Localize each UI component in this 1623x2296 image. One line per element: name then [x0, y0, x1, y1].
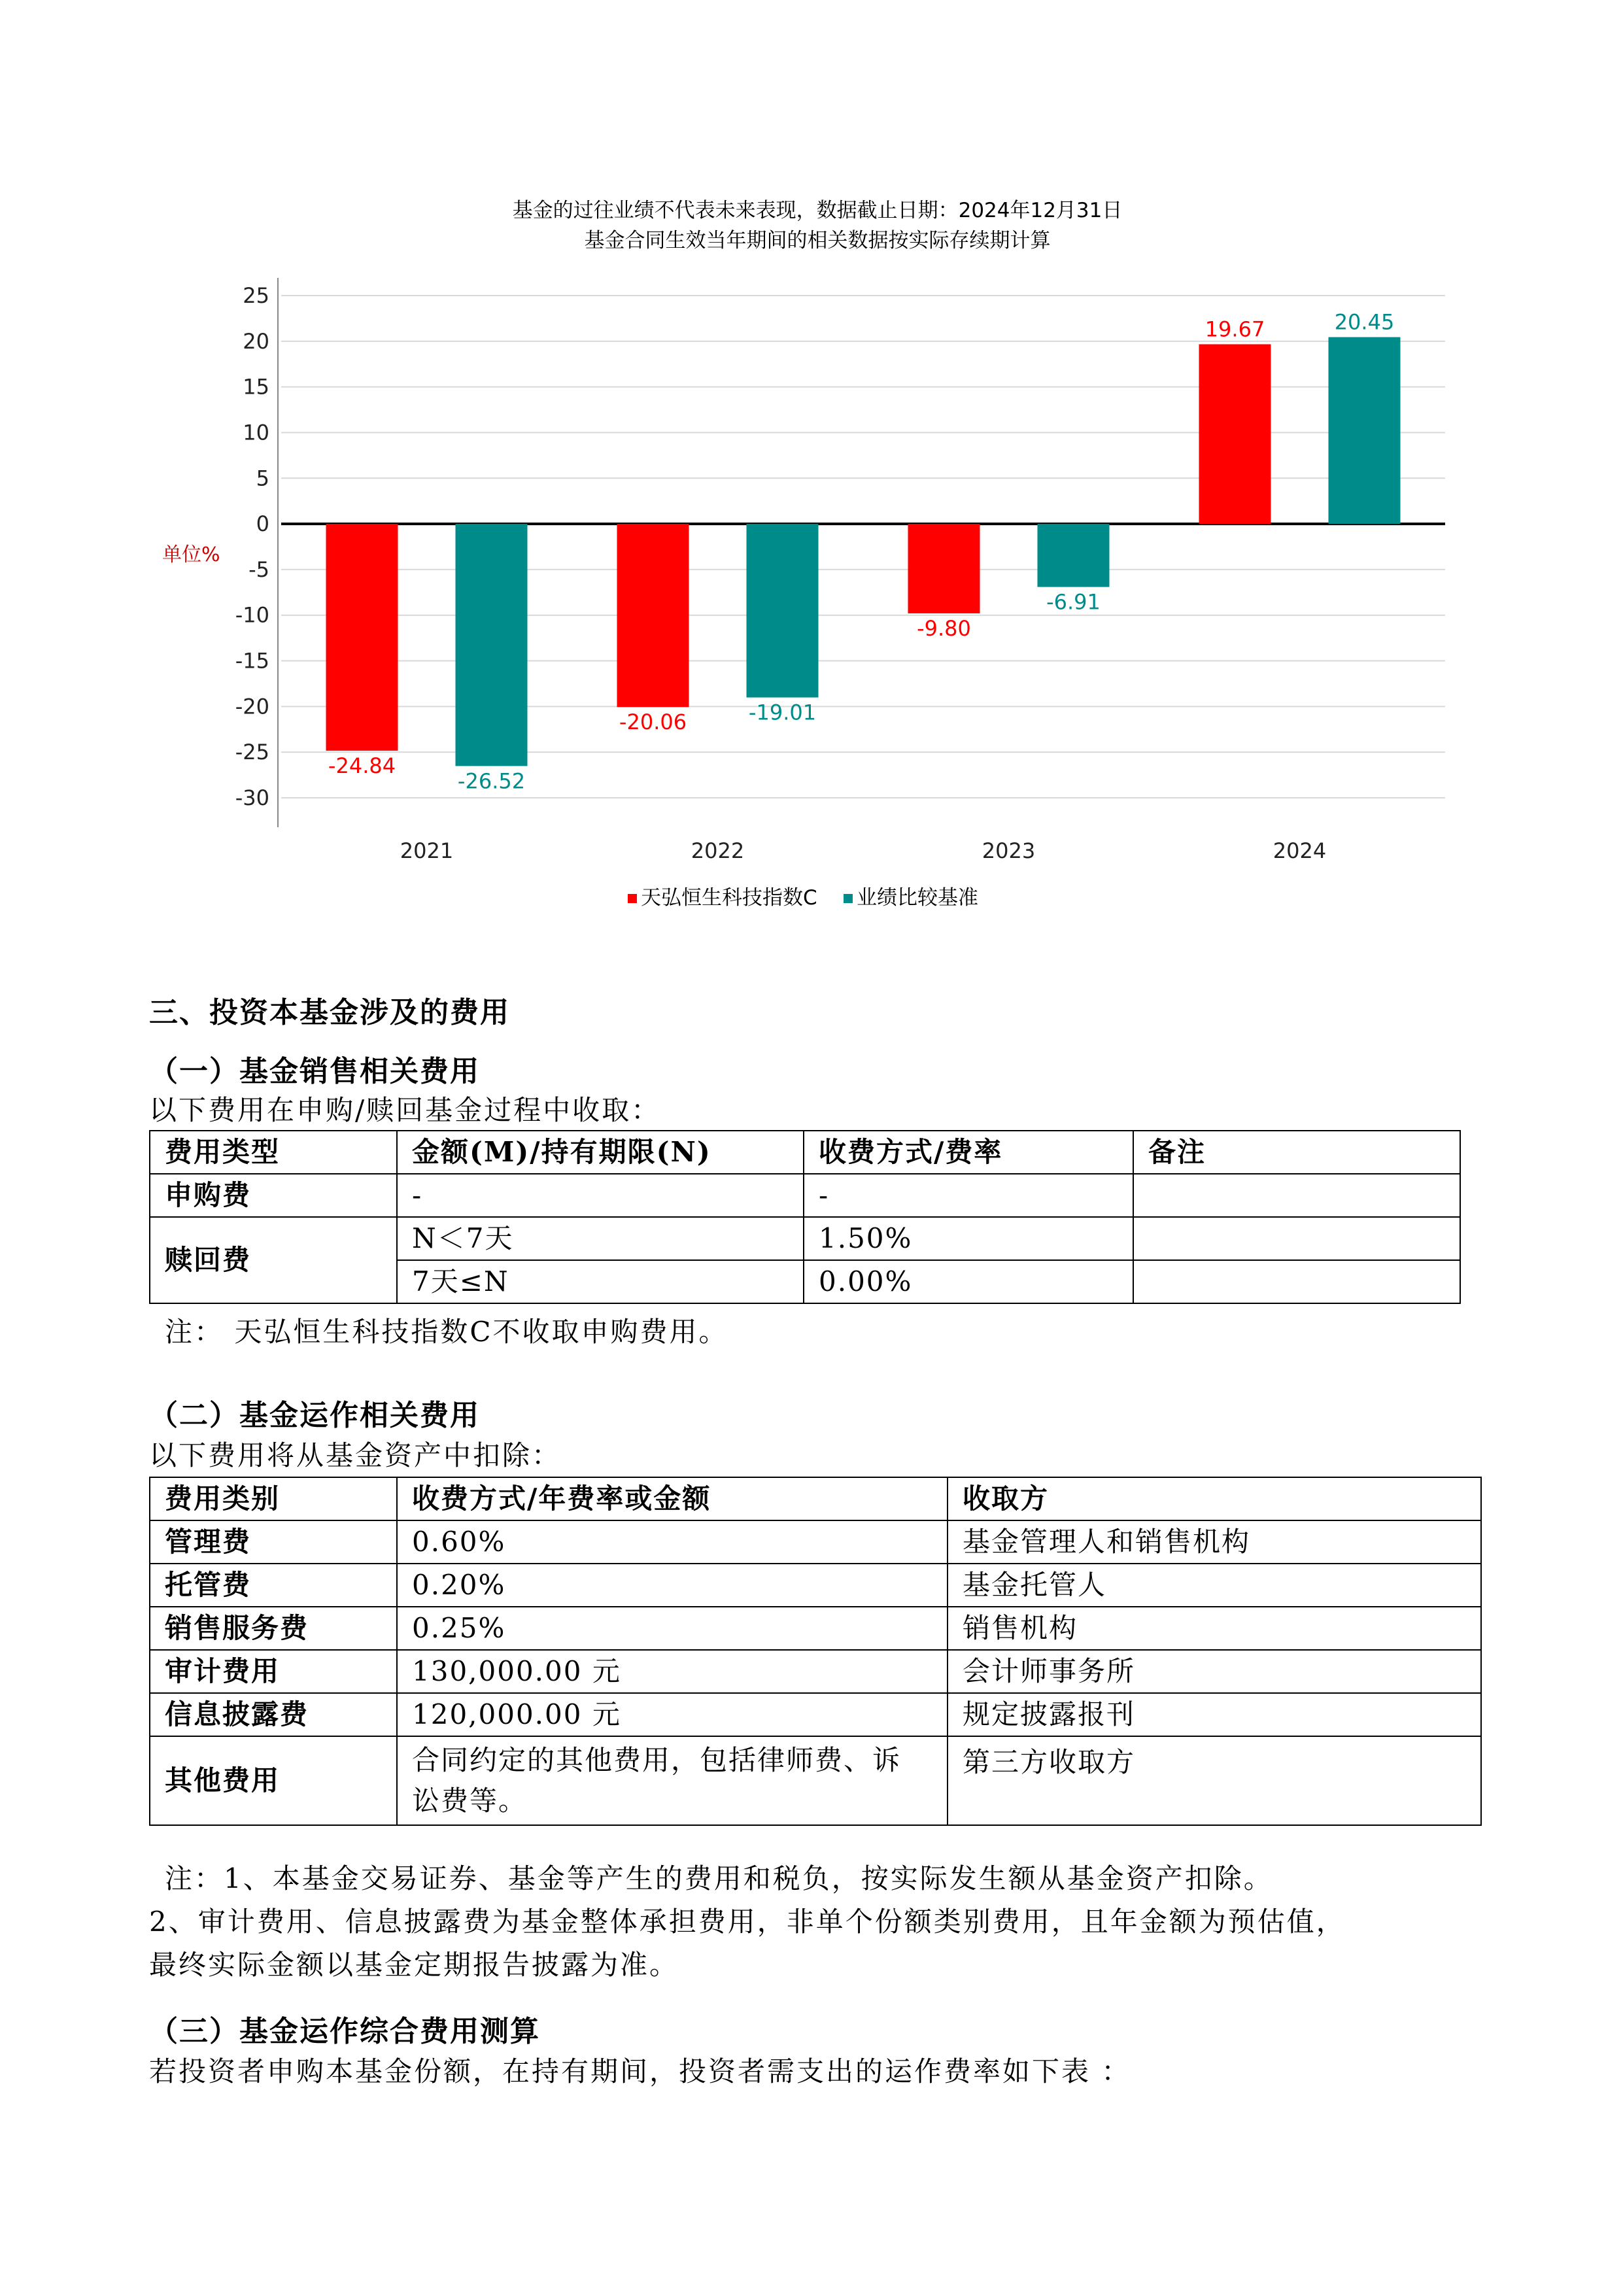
table-header-row [150, 1477, 1481, 1520]
table-row [150, 1564, 1481, 1607]
x-tick-label: 2024 [1273, 838, 1327, 863]
legend-label-benchmark: 业绩比较基准 [857, 886, 978, 910]
section-title-fees: 三、投资本基金涉及的费用 [149, 996, 510, 1029]
cost-estimate-intro: 若投资者申购本基金份额，在持有期间，投资者需支出的运作费率如下表 ： [149, 2055, 1131, 2087]
redemption-period: N＜7天 [397, 1217, 804, 1260]
legend-swatch-fund [628, 894, 637, 903]
table-row [150, 1736, 1481, 1825]
y-tick-label: 5 [256, 466, 269, 491]
fee-category: 信息披露费 [150, 1693, 397, 1736]
sales-fees-intro: 以下费用在申购/赎回基金过程中收取： [149, 1094, 661, 1126]
redemption-rate: 0.00% [804, 1260, 1133, 1303]
fee-rate: 120,000.00 元 [397, 1693, 948, 1736]
table-row [150, 1520, 1481, 1564]
performance-chart [0, 0, 1623, 929]
fee-category: 审计费用 [150, 1650, 397, 1693]
redemption-period: 7天≤N [397, 1260, 804, 1303]
fee-category: 其他费用 [150, 1736, 397, 1825]
bar [1038, 524, 1110, 587]
x-tick-label: 2021 [400, 838, 454, 863]
y-axis-label: 单位% [162, 543, 220, 566]
fee-rate: 0.25% [397, 1607, 948, 1650]
subscription-rate: - [804, 1174, 1133, 1217]
y-tick-label: -10 [235, 602, 269, 628]
fee-payee: 第三方收取方 [948, 1736, 1481, 1825]
table-header-row [150, 1131, 1460, 1174]
legend-label-fund: 天弘恒生科技指数C [641, 886, 817, 910]
sales-fees-note: 注： 天弘恒生科技指数C不收取申购费用。 [165, 1316, 728, 1348]
header-rate: 收费方式/费率 [804, 1131, 1133, 1174]
subscription-amount: - [397, 1174, 804, 1217]
legend-swatch-benchmark [844, 894, 853, 903]
fee-category: 销售服务费 [150, 1607, 397, 1650]
y-tick-label: -5 [248, 557, 269, 582]
sales-fee-table [149, 1130, 1461, 1304]
bar [747, 524, 819, 697]
y-tick-label: -20 [235, 694, 269, 719]
fee-rate: 130,000.00 元 [397, 1650, 948, 1693]
table-row [150, 1217, 1460, 1260]
fee-payee: 基金管理人和销售机构 [948, 1520, 1481, 1564]
redemption-remark [1133, 1260, 1460, 1303]
data-label: -6.91 [1046, 589, 1101, 615]
fee-payee: 基金托管人 [948, 1564, 1481, 1607]
fee-rate: 0.60% [397, 1520, 948, 1564]
fee-category: 托管费 [150, 1564, 397, 1607]
table-row [150, 1607, 1481, 1650]
subsection-title-sales-fees: （一）基金销售相关费用 [149, 1055, 480, 1088]
operation-fees-intro: 以下费用将从基金资产中扣除： [149, 1439, 562, 1471]
data-label: -20.06 [619, 710, 687, 735]
subscription-fee-label: 申购费 [150, 1174, 397, 1217]
fee-payee: 销售机构 [948, 1607, 1481, 1650]
chart-title-line1: 基金的过往业绩不代表未来表现，数据截止日期：2024年12月31日 [512, 199, 1123, 222]
operation-fee-table [149, 1477, 1482, 1826]
data-label: -24.84 [328, 753, 396, 778]
data-label: 19.67 [1204, 317, 1265, 342]
operation-fees-note2-line1: 2、审计费用、信息披露费为基金整体承担费用，非单个份额类别费用，且年金额为预估值， [149, 1906, 1346, 1938]
fee-rate: 合同约定的其他费用，包括律师费、诉讼费等。 [397, 1736, 948, 1825]
chart-title-line2: 基金合同生效当年期间的相关数据按实际存续期计算 [584, 229, 1051, 252]
y-tick-label: 20 [243, 328, 269, 354]
bar [1199, 344, 1271, 524]
header-payee: 收取方 [948, 1477, 1481, 1520]
header-fee-category: 费用类别 [150, 1477, 397, 1520]
y-tick-label: 25 [243, 283, 269, 308]
data-label: -9.80 [917, 615, 971, 641]
header-amount-period: 金额(M)/持有期限(N) [397, 1131, 804, 1174]
x-tick-label: 2023 [982, 838, 1036, 863]
data-label: -19.01 [748, 700, 817, 725]
y-tick-label: -25 [235, 740, 269, 765]
operation-fees-note1: 注：1、本基金交易证券、基金等产生的费用和税负，按实际发生额从基金资产扣除。 [165, 1862, 1273, 1894]
bar [456, 524, 528, 766]
y-tick-label: -15 [235, 648, 269, 674]
header-fee-type: 费用类型 [150, 1131, 397, 1174]
bar [326, 524, 398, 751]
operation-fees-note2-line2: 最终实际金额以基金定期报告披露为准。 [149, 1949, 679, 1981]
header-remark: 备注 [1133, 1131, 1460, 1174]
subscription-remark [1133, 1174, 1460, 1217]
y-tick-label: 0 [256, 511, 269, 537]
bar [908, 524, 980, 613]
y-tick-label: 15 [243, 374, 269, 400]
redemption-remark [1133, 1217, 1460, 1260]
bar [1329, 337, 1401, 524]
bars [326, 310, 1401, 794]
data-label: 20.45 [1334, 309, 1395, 335]
redemption-fee-label: 赎回费 [150, 1217, 397, 1303]
header-rate-amount: 收费方式/年费率或金额 [397, 1477, 948, 1520]
table-row [150, 1650, 1481, 1693]
subsection-title-cost-estimate: （三）基金运作综合费用测算 [149, 2015, 540, 2048]
fee-payee: 会计师事务所 [948, 1650, 1481, 1693]
fee-category: 管理费 [150, 1520, 397, 1564]
subsection-title-operation-fees: （二）基金运作相关费用 [149, 1399, 480, 1432]
data-label: -26.52 [457, 768, 526, 794]
y-tick-label: 10 [243, 420, 269, 445]
redemption-rate: 1.50% [804, 1217, 1133, 1260]
x-tick-labels [400, 838, 1326, 863]
table-row [150, 1174, 1460, 1217]
y-tick-labels [235, 283, 269, 810]
table-row [150, 1693, 1481, 1736]
chart-legend [628, 886, 978, 910]
y-tick-label: -30 [235, 785, 269, 810]
x-tick-label: 2022 [691, 838, 745, 863]
bar [617, 524, 689, 707]
fee-rate: 0.20% [397, 1564, 948, 1607]
fee-payee: 规定披露报刊 [948, 1693, 1481, 1736]
